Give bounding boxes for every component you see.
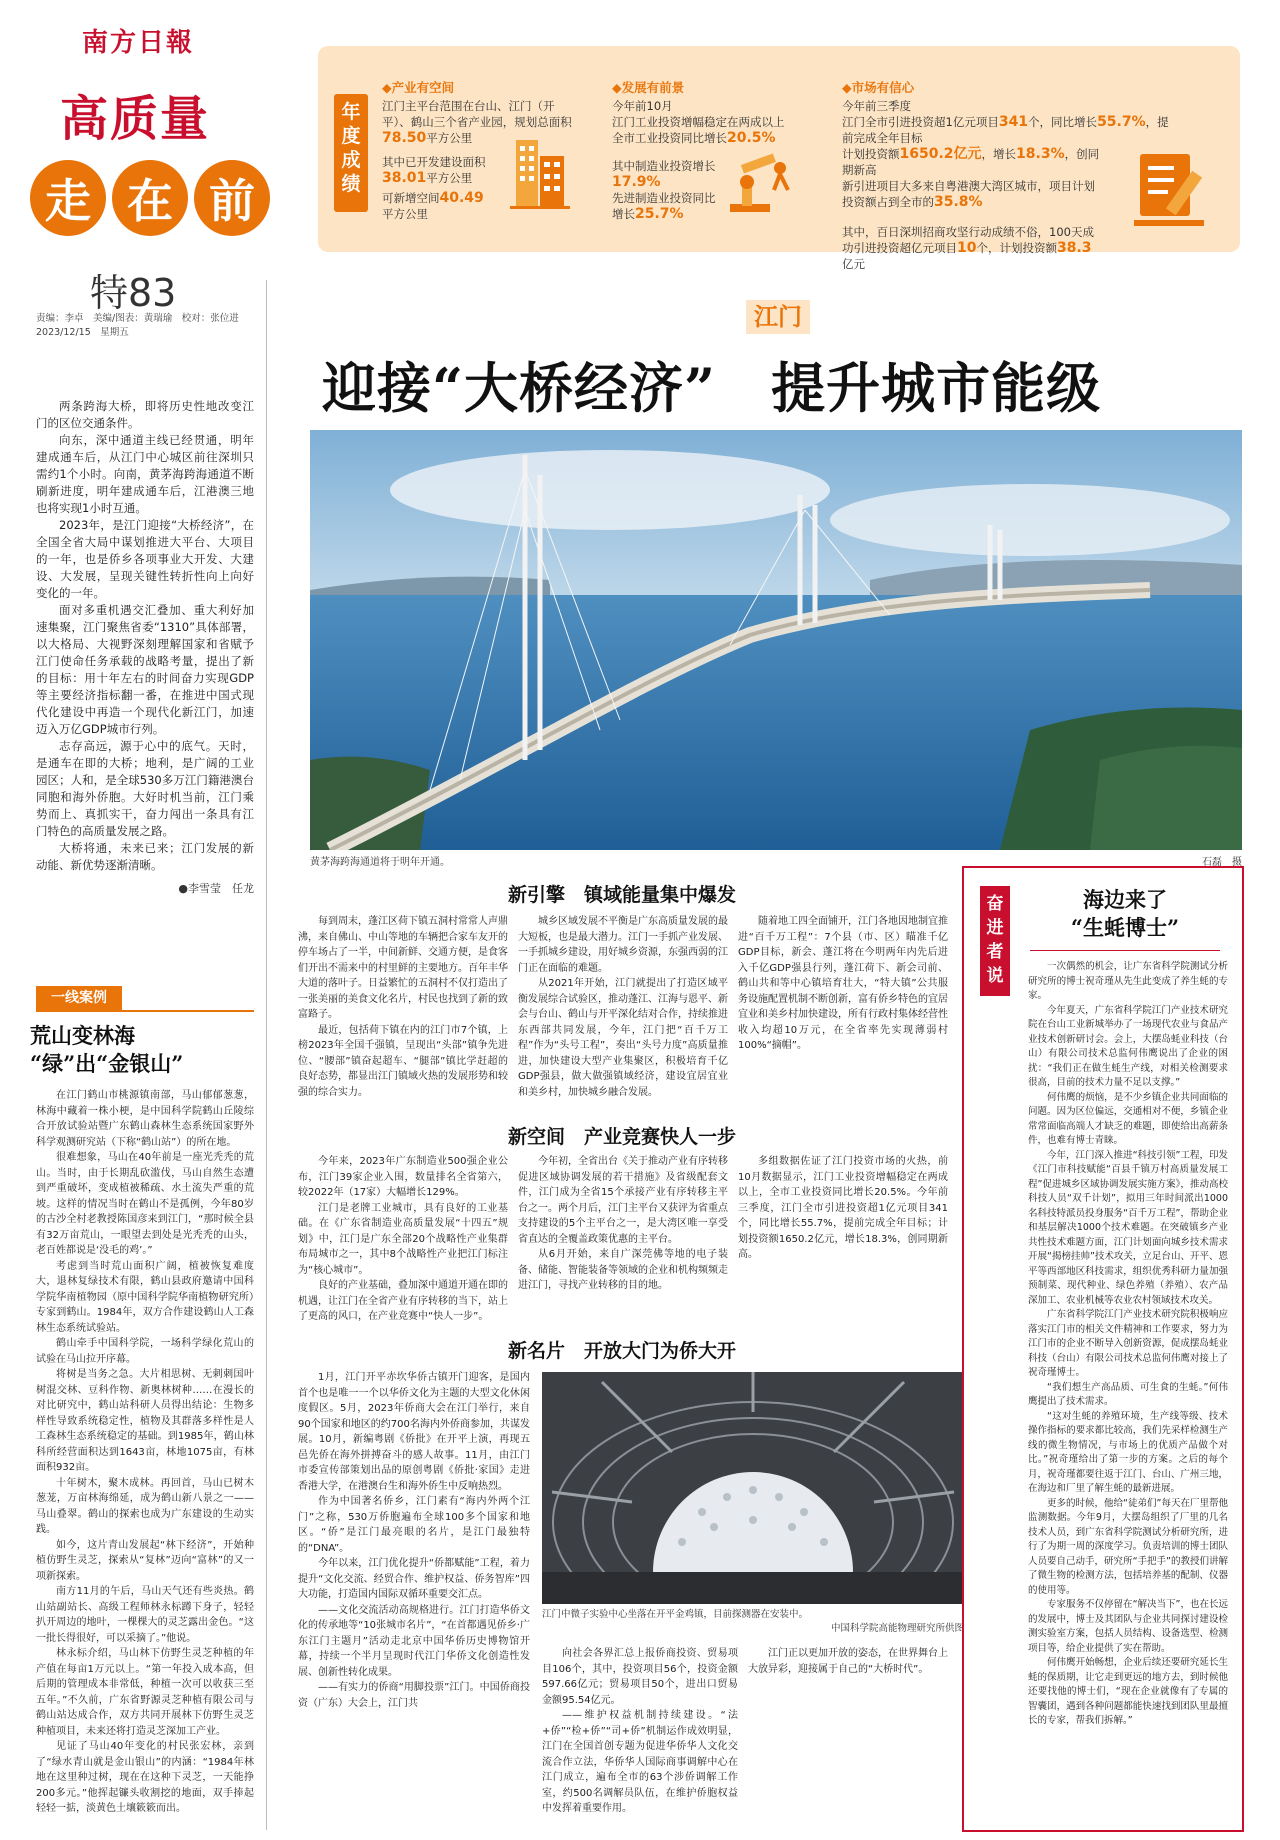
s3-col-bottom-2 [748, 1646, 948, 1830]
striver-para: “我们想生产高品质、可生食的生蚝。”何伟鹰提出了技术需求。 [1028, 1381, 1228, 1407]
case-para: 南方11月的午后，马山天气还有些炎热。鹤山站副站长、高级工程师林永标蹲下身子，轻轻扒开周边的地叶，一棵棵大的灵芝露出金色。“这一批长得很好，可以采摘了。”他说。 [36, 1586, 254, 1644]
s2-para: 今年来，2023年广东制造业500强企业公布，江门39家企业入围，数量排名全省第六，较2022年（17家）大幅增长129%。 [298, 1156, 508, 1198]
intro-para: 面对多重机遇交汇叠加、重大利好加速集聚，江门聚焦省委“1310”具体部署，以大格局、大视野深刻理解国家和省赋予江门使命任务承载的战略考量，提出了新的目标：用十年左右的时间奋力实现GDP等主要经济指标翻一番，在推进中国式现代化建设中再造一个现代化新江门，加速迈入万亿GDP城市行列。 [36, 603, 254, 736]
banner-col2-l5: 先进制造业投资同比增长25.7% [612, 191, 716, 222]
case-para: 林永标介绍，马山林下仿野生灵芝种植的年产值在每亩1万元以上。“第一年投入成本高，但后期的管理成本非常低，种植一次可以收获三至五年。”不久前，广东省野源灵芝种植有限公司与鹤山站达成合作，双方共同开展林下仿野生灵芝种植项目，未来还将打造灵芝深加工产业。 [36, 1648, 254, 1737]
issue-weekday: 星期五 [100, 327, 129, 338]
s2-para: 多组数据佐证了江门投资市场的火热，前10月数据显示，江门工业投资增幅稳定在两成以上，全市工业投资同比增长20.5%。今年前三季度，江门全市引进投资超1亿元项目341个，同比增长55.7%，提前完成全年目标；计划投资额1650.2亿元，增长18.3%，创同期新高。 [738, 1156, 948, 1260]
s3-para: ——有实力的侨商“用脚投票”江门。中国侨商投资（广东）大会上，江门共 [298, 1682, 530, 1709]
neutrino-caption-block [542, 1608, 964, 1636]
title-circle-2: 在 [112, 160, 188, 236]
case-tag: 一线案例 [36, 986, 122, 1010]
striver-para: 何伟鹰开始畅想，企业后续还要研究延长生蚝的保质期，让它走到更远的地方去，到时候他还要找他的博士们，“现在企业就像有了专属的智囊团，遇到各种问题都能快速找到团队里最擅长的专家，帮我们拆解。” [1028, 1657, 1228, 1726]
striver-title-line-2: “生蚝博士” [1070, 915, 1180, 940]
banner-col2-head: ◆发展有前景 [612, 80, 685, 95]
striver-tag: 奋进者说 [980, 886, 1010, 996]
banner-col2-l2: 江门工业投资增幅稳定在两成以上 [612, 115, 785, 129]
s1-para: 最近，包括荷下镇在内的江门市7个镇，上榜2023年全国千强镇，呈现出“头部”镇争先进位、“腰部”镇奋起超车、“腿部”镇比学赶超的良好态势，都显出江门镇域火热的发展形势和较强的综合实力。 [298, 1024, 508, 1098]
case-para: 考虑到当时荒山面积广阔，植被恢复难度大，退林复绿技术有限，鹤山县政府邀请中国科学院华南植物园（原中国科学院华南植物研究所）专家到鹤山。1984年，双方合作建设鹤山人工森林生态系统试验站。 [36, 1260, 254, 1334]
case-para: 十年树木，聚木成林。再回首，马山已树木葱茏，万亩林海绵延，成为鹤山新八景之一——马山叠翠。鹤山的探索也成为广东建设的生动实践。 [36, 1477, 254, 1535]
s2-col-2 [518, 1154, 728, 1326]
s2-para: 从6月开始，来自广深莞佛等地的电子装备、储能、智能装备等领域的企业和机构频频走进江门，寻找产业转移的目的地。 [518, 1249, 728, 1291]
case-body [36, 1088, 254, 1830]
striver-para: 一次偶然的机会，让广东省科学院测试分析研究所的博士祝奇瑾从先生此变成了养生蚝的专家。 [1028, 961, 1228, 1001]
intro-para: 大桥将通，未来已来；江门发展的新动能、新优势逐渐清晰。 [36, 841, 254, 872]
case-para: 如今，这片青山发展起“林下经济”，开始种植仿野生灵芝，探索从“复林”迈向“富林”的又一项新探索。 [36, 1539, 254, 1582]
s3-para: ——文化交流活动高规格进行。江门打造华侨文化的传承地等“10张城市名片”，“在首都遇见侨乡·广东江门主题月”活动走北京中国华侨历史博物馆开幕，持续一个半月呈现时代江门华侨文化创造性发展、创新性转化成果。 [298, 1604, 530, 1678]
s3-para: 江门正以更加开放的姿态，在世界舞台上大放异彩，迎接属于自己的“大桥时代”。 [748, 1648, 948, 1675]
column-title: 高质量 [60, 91, 211, 147]
building-icon [510, 130, 570, 210]
newspaper-logo: 南方日報 [82, 28, 195, 58]
intro-para: 两条跨海大桥，即将历史性地改变江门的区位交通条件。 [36, 399, 254, 430]
city-tag: 江门 [746, 300, 810, 334]
case-rule [36, 1010, 254, 1012]
contract-document-icon [1134, 150, 1214, 228]
s3-col-left [298, 1370, 530, 1830]
banner-col-market [842, 80, 1170, 272]
s2-col-1 [298, 1154, 508, 1326]
title-circle-1: 走 [30, 160, 106, 236]
section-title-space: 新空间 产业竞赛快人一步 [508, 1126, 737, 1148]
case-para: 鹤山牵手中国科学院，一场科学绿化荒山的试验在马山拉开序幕。 [36, 1338, 254, 1365]
section-title-card: 新名片 开放大门为侨大开 [508, 1340, 737, 1362]
case-para: 很难想象，马山在40年前是一座光秃秃的荒山。当时，由于长期乱砍滥伐，马山自然生态遭到严重破坏，变成植被稀疏、水土流失严重的荒坡。这样的情况当时在鹤山不是孤例，今年80岁的古沙全村老教授陈国彦来到江门，“那时候全县有32万亩荒山，一眼望去到处是光秃秃的山头，老百姓都说是‘没毛的鸡’。” [36, 1152, 254, 1256]
s1-col-2 [518, 914, 728, 1100]
s1-col-1 [298, 914, 508, 1100]
s2-para: 江门是老牌工业城市，具有良好的工业基础。在《广东省制造业高质量发展“十四五”规划》中，江门是广东全部20个战略性产业集群布局城市之一，其中8个战略性产业把江门标注为“核心城市”。 [298, 1202, 508, 1276]
striver-title-rule [1030, 950, 1220, 951]
striver-title [1020, 886, 1230, 942]
column-divider [266, 280, 267, 1830]
case-para: 见证了马山40年变化的村民张宏林，亲到了“绿水青山就是金山银山”的内涵：“1984年林地在这里种过树，现在在这种下灵芝，一天能挣200多元。”他挥起镰头收割挖的地面，双手捧起轻轻一掂，淡黄色土壤簌簌而出。 [36, 1741, 254, 1814]
neutrino-credit: 中国科学院高能物理研究所供图 [830, 1623, 964, 1634]
striver-para: 今年夏天，广东省科学院江门产业技术研究院在台山工业新城举办了一场现代农业与食品产业技术创新研讨会。会上，大摆岛蚝业科技（台山）有限公司技术总监何伟鹰说出了企业的困扰：“我们正在做生蚝生产线，对相关检测要求很高，目前的技术力量不足以支撑。” [1028, 1004, 1228, 1088]
s3-para: 向社会各界汇总上报侨商投资、贸易项目106个，其中，投资项目56个，投资金额597.66亿元；贸易项目50个，进出口贸易金额95.54亿元。 [542, 1648, 738, 1706]
bridge-credit: 石磊 摄 [1202, 857, 1242, 868]
intro-author: ●李雪莹 任龙 [178, 882, 254, 895]
s3-para: 1月，江门开平赤坎华侨古镇开门迎客，是国内首个也是唯一一个以华侨文化为主题的大型文化休闲度假区。5月，2023年侨商大会在江门举行，来自90个国家和地区的约700名海内外侨商参加，共谋发展。10月，新编粤剧《侨批》在开平上演，再现五邑先侨在海外拼搏奋斗的感人故事。11月，由江门市委宣传部策划出品的原创粤剧《侨批·家国》走进香港大学，在港澳台生和海外侨生中反响热烈。 [298, 1372, 530, 1492]
title-circle-3: 前 [194, 160, 270, 236]
s2-para: 良好的产业基础，叠加深中通道开通在即的机遇，让江门在全省产业有序转移的当下，站上了更高的风口，在产业竞赛中“快人一步”。 [298, 1280, 508, 1322]
striver-para: 何伟鹰的烦恼，是不少乡镇企业共同面临的问题。因为区位偏远，交通相对不便，乡镇企业常常面临高端人才缺乏的难题，即使给出高薪条件，也难有博士青睐。 [1028, 1091, 1228, 1146]
banner-col2-l3: 全市工业投资同比增长20.5% [612, 130, 776, 146]
bridge-image [310, 430, 1242, 850]
banner-col1-head: ◆产业有空间 [382, 80, 455, 95]
s1-para: 从2021年开始，江门就提出了打造区域平衡发展综合试验区，推动蓬江、江海与恩平、新会与台山、鹤山与开平深化结对合作，持续推进东西部共同发展，今年，江门把“百千万工程”作为“头号工程”，奏出“头号力度”高质量推进，加快建设大型产业集聚区，积极培育千亿GDP强县，做大做强镇域经济，建设宜居宜业和美乡村，加快城乡融合发展。 [518, 978, 728, 1098]
main-headline: 迎接“大桥经济” 提升城市能级 [322, 356, 1102, 420]
banner-col3-l3: 计划投资额1650.2亿元，增长18.3%，创同期新高 [842, 146, 1100, 177]
banner-tag: 年度成绩 [334, 94, 368, 212]
intro-para: 2023年，是江门迎接“大桥经济”，在全国全省大局中谋划推进大平台、大项目的一年，也是侨乡各项事业大开发、大建设、大发展，呈现关键性转折性向上向好变化的一年。 [36, 518, 254, 600]
case-title-line-1: 荒山变林海 [30, 1023, 135, 1048]
neutrino-detector-image [542, 1372, 964, 1604]
s3-para: 作为中国著名侨乡，江门素有“海内外两个江门”之称，530万侨胞遍布全球100多个国家和地区。“侨”是江门最亮眼的名片，是江门最独特的“DNA”。 [298, 1496, 530, 1554]
banner-col2-l1: 今年前10月 [612, 99, 673, 113]
intro-para: 向东，深中通道主线已经贯通，明年建成通车后，从江门中心城区前往深圳只需约1个小时。向南，黄茅海跨海通道不断刷新进度，明年建成通车后，江港澳三地也将实现1小时互通。 [36, 433, 254, 515]
banner-col3-head: ◆市场有信心 [842, 80, 915, 95]
banner-col2-l4: 其中制造业投资增长 17.9% [612, 159, 716, 190]
robot-arm-icon [728, 150, 800, 214]
s3-para: ——维护权益机制持续建设。“法+侨”“检+侨”“司+侨”机制运作成效明显，江门在全国首创专题为促进华侨华人文化交流合作立法，华侨华人国际商事调解中心在江门成立，遍布全市的63个涉侨调解工作室，约500名调解员队伍，在维护侨胞权益中发挥着重要作用。 [542, 1710, 738, 1814]
intro-para: 志存高远，源于心中的底气。天时，是通车在即的大桥；地利，是广阔的工业园区；人和，是全球530多万江门籍港澳台同胞和海外侨胞。大好时机当前，江门乘势而上、真抓实干，奋力闯出一条具有江门特色的高质量发展之路。 [36, 739, 254, 838]
s3-col-bottom-1 [542, 1646, 738, 1830]
s1-para: 随着地工四全面铺开，江门各地因地制宜推进“百千万工程”：7个县（市、区）瞄准千亿GDP目标，新会、蓬江将在今明两年内先后进入千亿GDP强县行列，蓬江荷下、新会司前、鹤山共和等中心镇培育壮大，“特大镇”公共服务设施配置机制不断创新，富有侨乡特色的宜居宜业和美乡村加快建设，所有行政村集体经营性收入均超10万元，在全省率先实现薄弱村100%“摘帽”。 [738, 916, 948, 1051]
banner-col1-l1: 江门主平台范围在台山、江门（开平）、鹤山三个省产业园，规划总面积78.50平方公里 [382, 99, 572, 146]
s2-para: 今年初，全省出台《关于推动产业有序转移促进区域协调发展的若干措施》及省级配套文件，江门成为全省15个承接产业有序转移主平台之一。两个月后，江门主平台又获评为省重点支持建设的5个主平台之一，是大湾区唯一享受省直达的全覆盖政策优惠的主平台。 [518, 1156, 728, 1245]
banner-col1-l3: 可新增空间40.49 平方公里 [382, 190, 484, 221]
section-title-engine: 新引擎 镇域能量集中爆发 [508, 884, 737, 906]
case-para: 在江门鹤山市桃源镇南部，马山郁郁葱葱，林海中藏着一株小梗，是中国科学院鹤山丘陵综合开放试验站暨广东鹤山森林生态系统国家野外科学观测研究站（下称“鹤山站”）的所在地。 [36, 1090, 254, 1148]
case-para: 将树是当务之急。大片相思树、无刺刺国叶树混交林、豆科作物、新奥林树种……在漫长的对比研究中，鹤山站科研人员得出结论：生物多样性导致系统稳定性，植物及其群落多样性是人工森林生态系统稳定的基础。到1985年，鹤山林科所经营面积达到1643亩，林地1075亩，有林面积932亩。 [36, 1369, 254, 1473]
editor-credits [36, 312, 286, 340]
striver-body [1028, 960, 1228, 1822]
striver-para: “这对生蚝的养殖环境，生产线等级、技术操作指标的要求都比较高，我们先采样检测生产线的微生物情况，与市场上的优质产品做个对比。”祝奇瑾给出了第一步的方案。之后的每个月，祝奇瑾都要往返于江门、台山、广州三地，在海边和厂里了解生蚝的最新进展。 [1028, 1410, 1228, 1494]
case-title [30, 1022, 256, 1078]
s1-para: 城乡区域发展不平衡是广东高质量发展的最大短板，也是最大潜力。江门一手抓产业发展、一手抓城乡建设，用好城乡资源，东强西弱的江门正在面临的难题。 [518, 916, 728, 974]
s1-col-3 [738, 914, 948, 1100]
striver-para: 今年，江门深入推进“科技引领”工程，印发《江门市科技赋能“百县千镇万村高质量发展工程”促进城乡区域协调发展实施方案》，推动高校科技人员“双千计划”，拟用三年时间派出1000名科技特派员投身服务“百千万工程”，帮助企业和基层解决1000个技术难题。在突破镇乡产业共性技术难题方面，江门计划面向城乡技术需求开展“揭榜挂帅”技术攻关，立足台山、开平、恩平等西部地区科技需求，组织优秀科研力量加强预制菜、现代种业、绿色养殖（养殖）、农产品深加工、农业机械等农业农村领域技术攻关。 [1028, 1149, 1228, 1306]
s3-para: 今年以来，江门优化提升“侨都赋能”工程，着力提升“文化交流、经贸合作、维护权益、侨务智库”四大功能，打造国内国际双循环重要交汇点。 [298, 1558, 530, 1600]
neutrino-photo [542, 1372, 964, 1604]
striver-para: 专家服务不仅停留在“解决当下”，也在长远的发展中，博士及其团队与企业共同探讨建设检测实验室方案，包括人员结构、设备选型、检测项目等，给企业提供了实在帮助。 [1028, 1599, 1228, 1654]
case-title-line-2: “绿”出“金银山” [30, 1051, 184, 1076]
banner-col3-l2: 江门全市引进投资超1亿元项目341个，同比增长55.7%，提前完成全年目标 [842, 114, 1169, 145]
striver-para: 广东省科学院江门产业技术研究院积极响应落实江门市的相关文件精神和工作要求，努力为江门市的企业不断导入创新资源，促成摆岛蚝业科技（台山）有限公司技术总监何伟鹰对接上了祝奇瑾博士。 [1028, 1309, 1228, 1378]
banner-col3-l1: 今年前三季度 [842, 99, 911, 113]
s1-para: 每到周末，蓬江区荷下镇五洞村常常人声鼎沸，来自佛山、中山等地的车辆把合家车友开的停车场占了一半，中间新鲜、交通方便，是食客们开出不需来中的村里鲜的主要地方。百年丰华大道的落叶子。日益繁忙的五洞村不仅打造出了一张美丽的美食文化名片，村民也找到了新的致富路子。 [298, 916, 508, 1020]
s2-col-3 [738, 1154, 948, 1326]
striver-title-line-1: 海边来了 [1083, 887, 1167, 912]
banner-col1-l2: 其中已开发建设面积 38.01平方公里 [382, 155, 486, 186]
intro-column [36, 398, 254, 897]
banner-col3-l4: 新引进项目大多来自粤港澳大湾区城市，项目计划投资额占到全市的35.8% [842, 179, 1095, 210]
banner-col3-l5: 其中，百日深圳招商攻坚行动成绩不俗，100天成功引进投资超亿元项目10个，计划投资额38.3亿元 [842, 225, 1094, 271]
editors-line: 责编：李卓 美编/图表：黄瑞瑜 校对：张位进 [36, 313, 239, 324]
bridge-photo [310, 430, 1242, 850]
striver-para: 更多的时候，他给“徒弟们”每天在厂里帮他监测数据。今年9月，大摆岛组织了厂里的几名技术人员，到广东省科学院测试分析研究所，进行了为期一周的深度学习。负责培训的博士团队人员要自己动手，研究所“手把手”的教授们讲解了微生物的检测方法，包括培养基的配制、仪器的使用等。 [1028, 1497, 1228, 1596]
neutrino-caption: 江门中微子实验中心坐落在开平金鸡镇，目前探测器在安装中。 [542, 1609, 809, 1620]
date-line [36, 326, 286, 340]
page-number: 特83 [90, 271, 177, 315]
issue-date: 2023/12/15 [36, 327, 91, 338]
bridge-caption: 黄茅海跨海通道将于明年开通。 [310, 857, 450, 868]
